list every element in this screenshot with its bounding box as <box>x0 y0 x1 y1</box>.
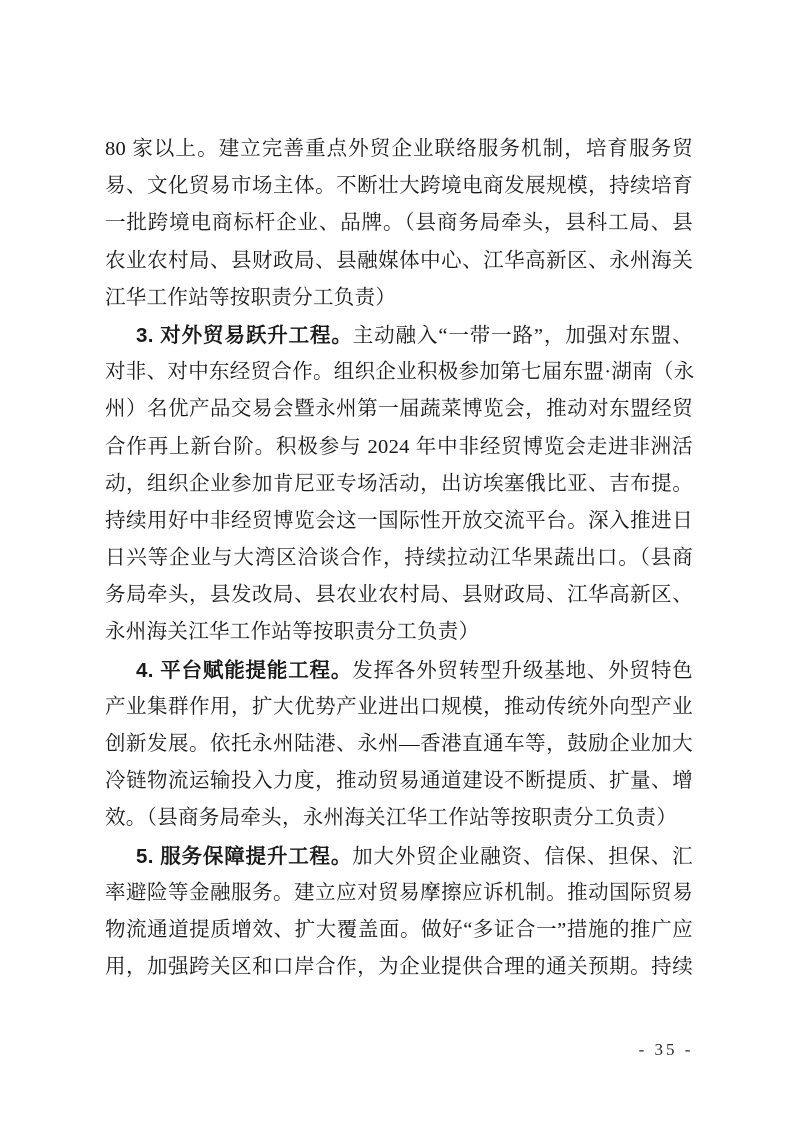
text-line <box>105 614 693 651</box>
line-text: 江华工作站等按职责分工负责） <box>105 286 397 309</box>
project-heading: 4. 平台赋能提能工程。 <box>136 658 353 682</box>
text-line <box>105 577 693 614</box>
line-text: 日兴等企业与大湾区洽谈合作，持续拉动江华果蔬出口。（县商 <box>105 547 693 570</box>
line-text: 物流通道提质增效、扩大覆盖面。做好“多证合一”措施的推广应 <box>105 918 693 941</box>
line-text: 永州海关江华工作站等按职责分工负责） <box>105 621 480 644</box>
text-line <box>105 875 693 912</box>
line-text: 冷链物流运输投入力度，推动贸易通道建设不断提质、扩量、增 <box>105 770 693 793</box>
text-line <box>105 838 693 875</box>
line-text: 产业集群作用，扩大优势产业进出口规模，推动传统外向型产业 <box>105 695 693 718</box>
text-line <box>105 391 693 428</box>
text-line <box>105 652 693 689</box>
line-text: 一批跨境电商标杆企业、品牌。（县商务局牵头，县科工局、县 <box>105 212 693 235</box>
text-line <box>105 317 693 354</box>
line-text: 率避险等金融服务。建立应对贸易摩擦应诉机制。推动国际贸易 <box>105 881 693 904</box>
line-text: 对非、对中东经贸合作。组织企业积极参加第七届东盟·湖南（永 <box>105 361 695 384</box>
text-line <box>105 205 693 242</box>
line-text: 务局牵头，县发改局、县农业农村局、县财政局、江华高新区、 <box>105 584 693 607</box>
line-text: 州）名优产品交易会暨永州第一届蔬菜博览会，推动对东盟经贸 <box>105 398 693 421</box>
text-line <box>105 726 693 763</box>
text-line <box>105 131 693 168</box>
line-text: 80 家以上。建立完善重点外贸企业联络服务机制，培育服务贸 <box>105 138 693 160</box>
document-body <box>105 131 693 986</box>
text-line <box>105 763 693 800</box>
text-line <box>105 243 693 280</box>
text-line <box>105 540 693 577</box>
line-text: 发挥各外贸转型升级基地、外贸特色 <box>352 659 693 682</box>
line-text: 动，组织企业参加肯尼亚专场活动，出访埃塞俄比亚、吉布提。 <box>105 472 693 495</box>
page-number: - 35 - <box>638 1040 694 1059</box>
line-text: 农业农村局、县财政局、县融媒体中心、江华高新区、永州海关 <box>105 249 693 272</box>
text-line <box>105 912 693 949</box>
line-text: 持续用好中非经贸博览会这一国际性开放交流平台。深入推进日 <box>105 509 693 532</box>
text-line <box>105 689 693 726</box>
line-text: 主动融入“一带一路”，加强对东盟、 <box>352 324 693 347</box>
line-text: 用，加强跨关区和口岸合作，为企业提供合理的通关预期。持续 <box>105 956 693 979</box>
project-heading: 5. 服务保障提升工程。 <box>136 844 353 868</box>
line-text: 创新发展。依托永州陆港、永州—香港直通车等，鼓励企业加大 <box>105 733 693 755</box>
text-line <box>105 280 693 317</box>
project-heading: 3. 对外贸易跃升工程。 <box>136 323 353 347</box>
text-line <box>105 168 693 205</box>
text-line <box>105 466 693 503</box>
page-footer <box>626 1040 706 1060</box>
line-text: 加大外贸企业融资、信保、担保、汇 <box>352 845 693 868</box>
line-text: 合作再上新台阶。积极参与 2024 年中非经贸博览会走进非洲活 <box>105 435 693 458</box>
text-line <box>105 949 693 986</box>
text-line <box>105 429 693 466</box>
text-line <box>105 354 693 391</box>
text-line <box>105 503 693 540</box>
text-line <box>105 800 693 837</box>
line-text: 易、文化贸易市场主体。不断壮大跨境电商发展规模，持续培育 <box>105 175 693 198</box>
line-text: 效。（县商务局牵头，永州海关江华工作站等按职责分工负责） <box>105 807 678 830</box>
